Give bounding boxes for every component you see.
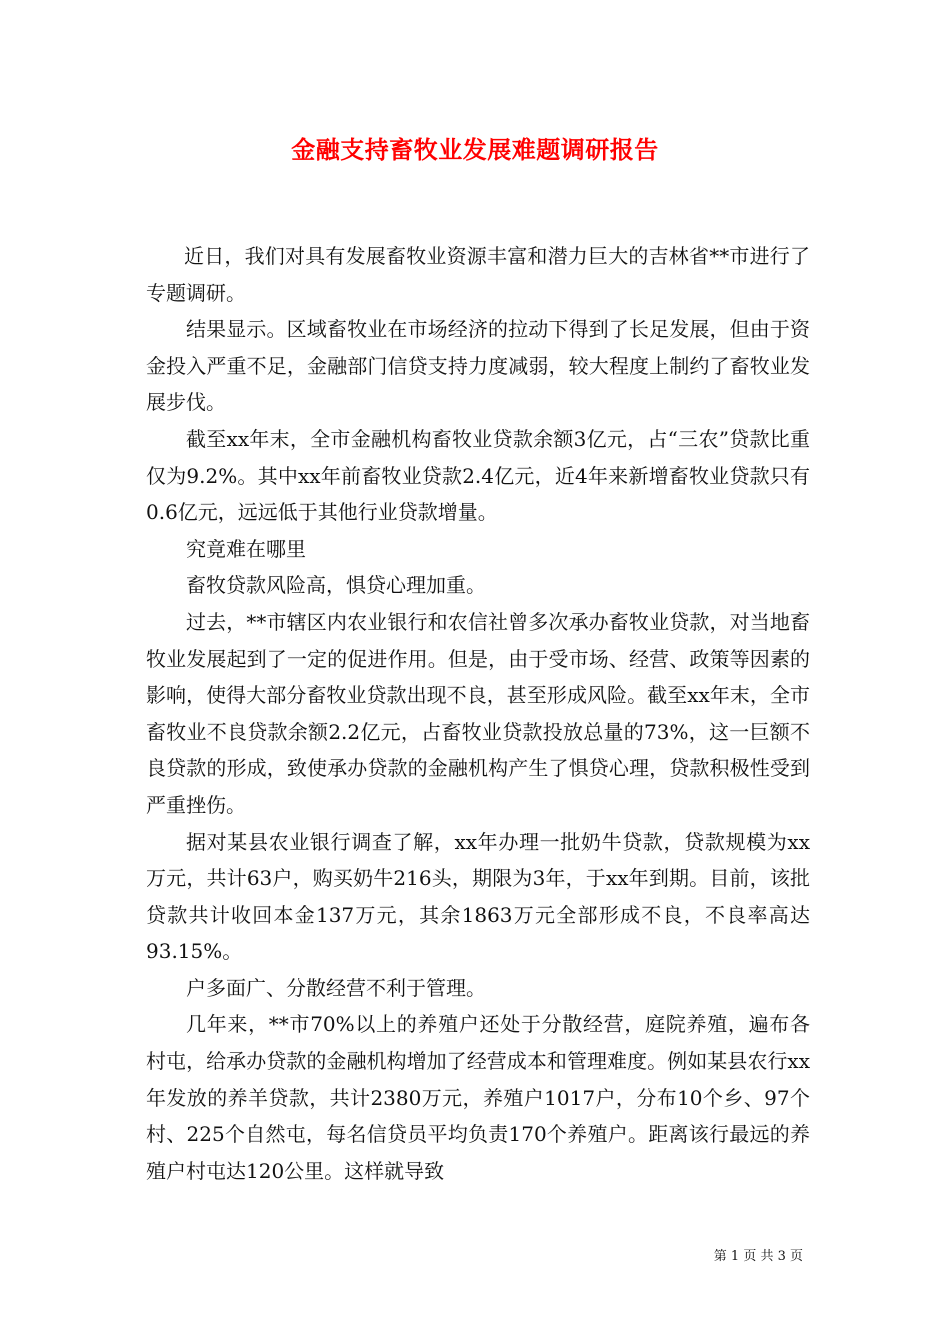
paragraph: 几年来，**市70%以上的养殖户还处于分散经营，庭院养殖，遍布各村屯，给承办贷款的金融机构增加了经营成本和管理难度。例如某县农行xx年发放的养羊贷款，共计2380万元，养殖户1017户，分布10个乡、97个村、225个自然屯，每名信贷员平均负责170个养殖户。距离该行最远的养殖户村屯达120公里。这样就导致 [146,1012,810,1183]
section-heading: 户多面广、分散经营不利于管理。 [186,975,486,1000]
section-heading: 畜牧贷款风险高，惧贷心理加重。 [186,573,486,598]
section-heading: 究竟难在哪里 [186,536,306,561]
paragraph: 过去，**市辖区内农业银行和农信社曾多次承办畜牧业贷款，对当地畜牧业发展起到了一定的促进作用。但是，由于受市场、经营、政策等因素的影响，使得大部分畜牧业贷款出现不良，甚至形成风险。截至xx年末，全市畜牧业不良贷款余额2.2亿元，占畜牧业贷款投放总量的73%，这一巨额不良贷款的形成，致使承办贷款的金融机构产生了惧贷心理，贷款积极性受到严重挫伤。 [146,609,810,817]
page-number-footer: 第 1 页 共 3 页 [713,1249,803,1264]
paragraph: 据对某县农业银行调查了解，xx年办理一批奶牛贷款，贷款规模为xx万元，共计63户，购买奶牛216头，期限为3年，于xx年到期。目前，该批贷款共计收回本金137万元，其余1863万元全部形成不良，不良率高达93.15%。 [146,829,810,964]
paragraph: 结果显示。区域畜牧业在市场经济的拉动下得到了长足发展，但由于资金投入严重不足，金融部门信贷支持力度减弱，较大程度上制约了畜牧业发展步伐。 [146,317,810,415]
paragraph: 近日，我们对具有发展畜牧业资源丰富和潜力巨大的吉林省**市进行了专题调研。 [146,244,810,305]
paragraph: 截至xx年末，全市金融机构畜牧业贷款余额3亿元，占“三农”贷款比重仅为9.2%。其中xx年前畜牧业贷款2.4亿元，近4年来新增畜牧业贷款只有0.6亿元，远远低于其他行业贷款增量。 [146,426,810,525]
document-title: 金融支持畜牧业发展难题调研报告 [291,135,659,164]
document-body [146,238,810,1189]
